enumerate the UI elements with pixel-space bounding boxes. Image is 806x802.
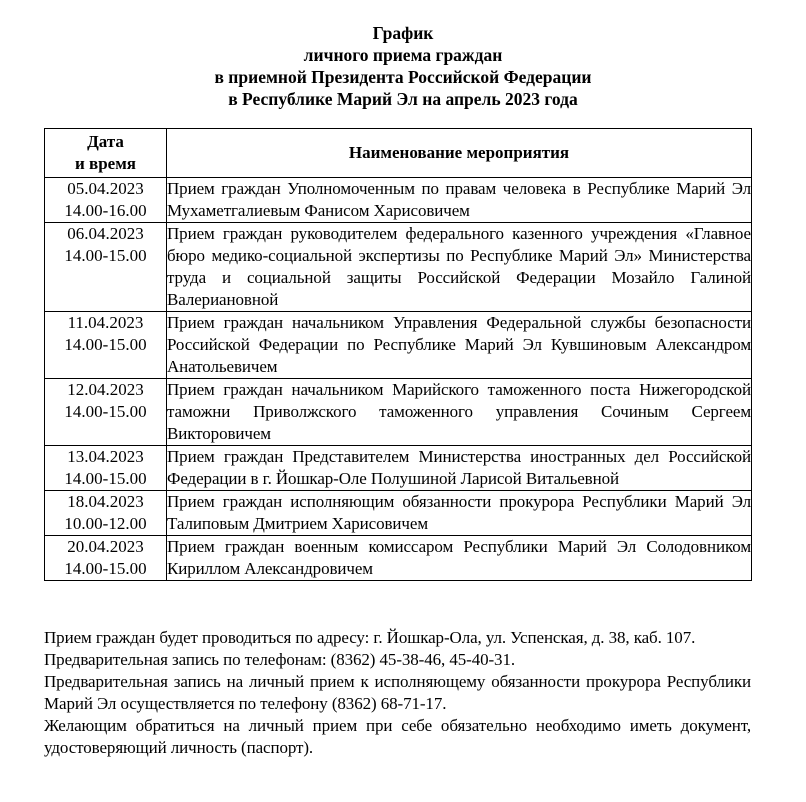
date-cell — [45, 491, 167, 536]
row-time: 14.00-15.00 — [64, 335, 147, 354]
date-cell — [45, 312, 167, 379]
row-time: 14.00-16.00 — [64, 201, 147, 220]
row-time: 14.00-15.00 — [64, 246, 147, 265]
date-cell — [45, 446, 167, 491]
date-cell — [45, 379, 167, 446]
table-row — [45, 446, 752, 491]
table-header-row — [45, 129, 752, 178]
row-time: 14.00-15.00 — [64, 559, 147, 578]
title-line-3: в приемной Президента Российской Федерации — [214, 67, 592, 87]
row-date: 05.04.2023 — [67, 179, 144, 198]
event-cell: Прием граждан исполняющим обязанности прокурора Республики Марий Эл Талиповым Дмитрием Харисовичем — [167, 491, 752, 536]
note-address: Прием граждан будет проводиться по адресу: г. Йошкар-Ола, ул. Успенская, д. 38, каб. 107. — [44, 628, 696, 647]
row-time: 10.00-12.00 — [64, 514, 147, 533]
title-line-1: График — [372, 23, 434, 43]
event-cell: Прием граждан Представителем Министерства иностранных дел Российской Федерации в г. Йошкар-Оле Полушиной Ларисой Витальевной — [167, 446, 752, 491]
header-date-line: Дата — [87, 132, 124, 151]
event-cell: Прием граждан начальником Управления Федеральной службы безопасности Российской Федерации по Республике Марий Эл Кувшиновым Александром Анатольевичем — [167, 312, 752, 379]
table-row — [45, 178, 752, 223]
date-cell — [45, 536, 167, 581]
event-cell: Прием граждан Уполномоченным по правам человека в Республике Марий Эл Мухаметгалиевым Фанисом Харисовичем — [167, 178, 752, 223]
row-time: 14.00-15.00 — [64, 469, 147, 488]
notes-section — [44, 627, 751, 759]
note-phones: Предварительная запись по телефонам: (8362) 45-38-46, 45-40-31. — [44, 650, 516, 669]
row-date: 13.04.2023 — [67, 447, 144, 466]
row-date: 11.04.2023 — [67, 313, 144, 332]
title-line-4: в Республике Марий Эл на апрель 2023 года — [228, 89, 578, 109]
table-row — [45, 379, 752, 446]
row-date: 06.04.2023 — [67, 224, 144, 243]
document-title — [0, 22, 806, 110]
date-cell — [45, 223, 167, 312]
schedule-table — [44, 128, 752, 581]
table-row — [45, 491, 752, 536]
event-cell: Прием граждан начальником Марийского таможенного поста Нижегородской таможни Приволжского таможенного управления Сочиным Сергеем Викторовичем — [167, 379, 752, 446]
row-date: 20.04.2023 — [67, 537, 144, 556]
header-time-line: и время — [74, 154, 136, 173]
table-row — [45, 536, 752, 581]
title-line-2: личного приема граждан — [303, 45, 503, 65]
header-date-time — [45, 129, 167, 178]
table-row — [45, 223, 752, 312]
event-cell: Прием граждан руководителем федерального казенного учреждения «Главное бюро медико-социальной экспертизы по Республике Марий Эл» Министерства труда и социальной защиты Российской Федерации Мозайло Галиной Валериановной — [167, 223, 752, 312]
row-date: 18.04.2023 — [67, 492, 144, 511]
table-row — [45, 312, 752, 379]
date-cell — [45, 178, 167, 223]
note-prosecutor-phone: Предварительная запись на личный прием к исполняющему обязанности прокурора Республики Марий Эл осуществляется по телефону (8362) 68-71-17. — [44, 672, 751, 713]
row-time: 14.00-15.00 — [64, 402, 147, 421]
note-passport: Желающим обратиться на личный прием при себе обязательно необходимо иметь документ, удостоверяющий личность (паспорт). — [44, 716, 751, 757]
event-cell: Прием граждан военным комиссаром Республики Марий Эл Солодовником Кириллом Александровичем — [167, 536, 752, 581]
row-date: 12.04.2023 — [67, 380, 144, 399]
header-event: Наименование мероприятия — [167, 129, 752, 178]
